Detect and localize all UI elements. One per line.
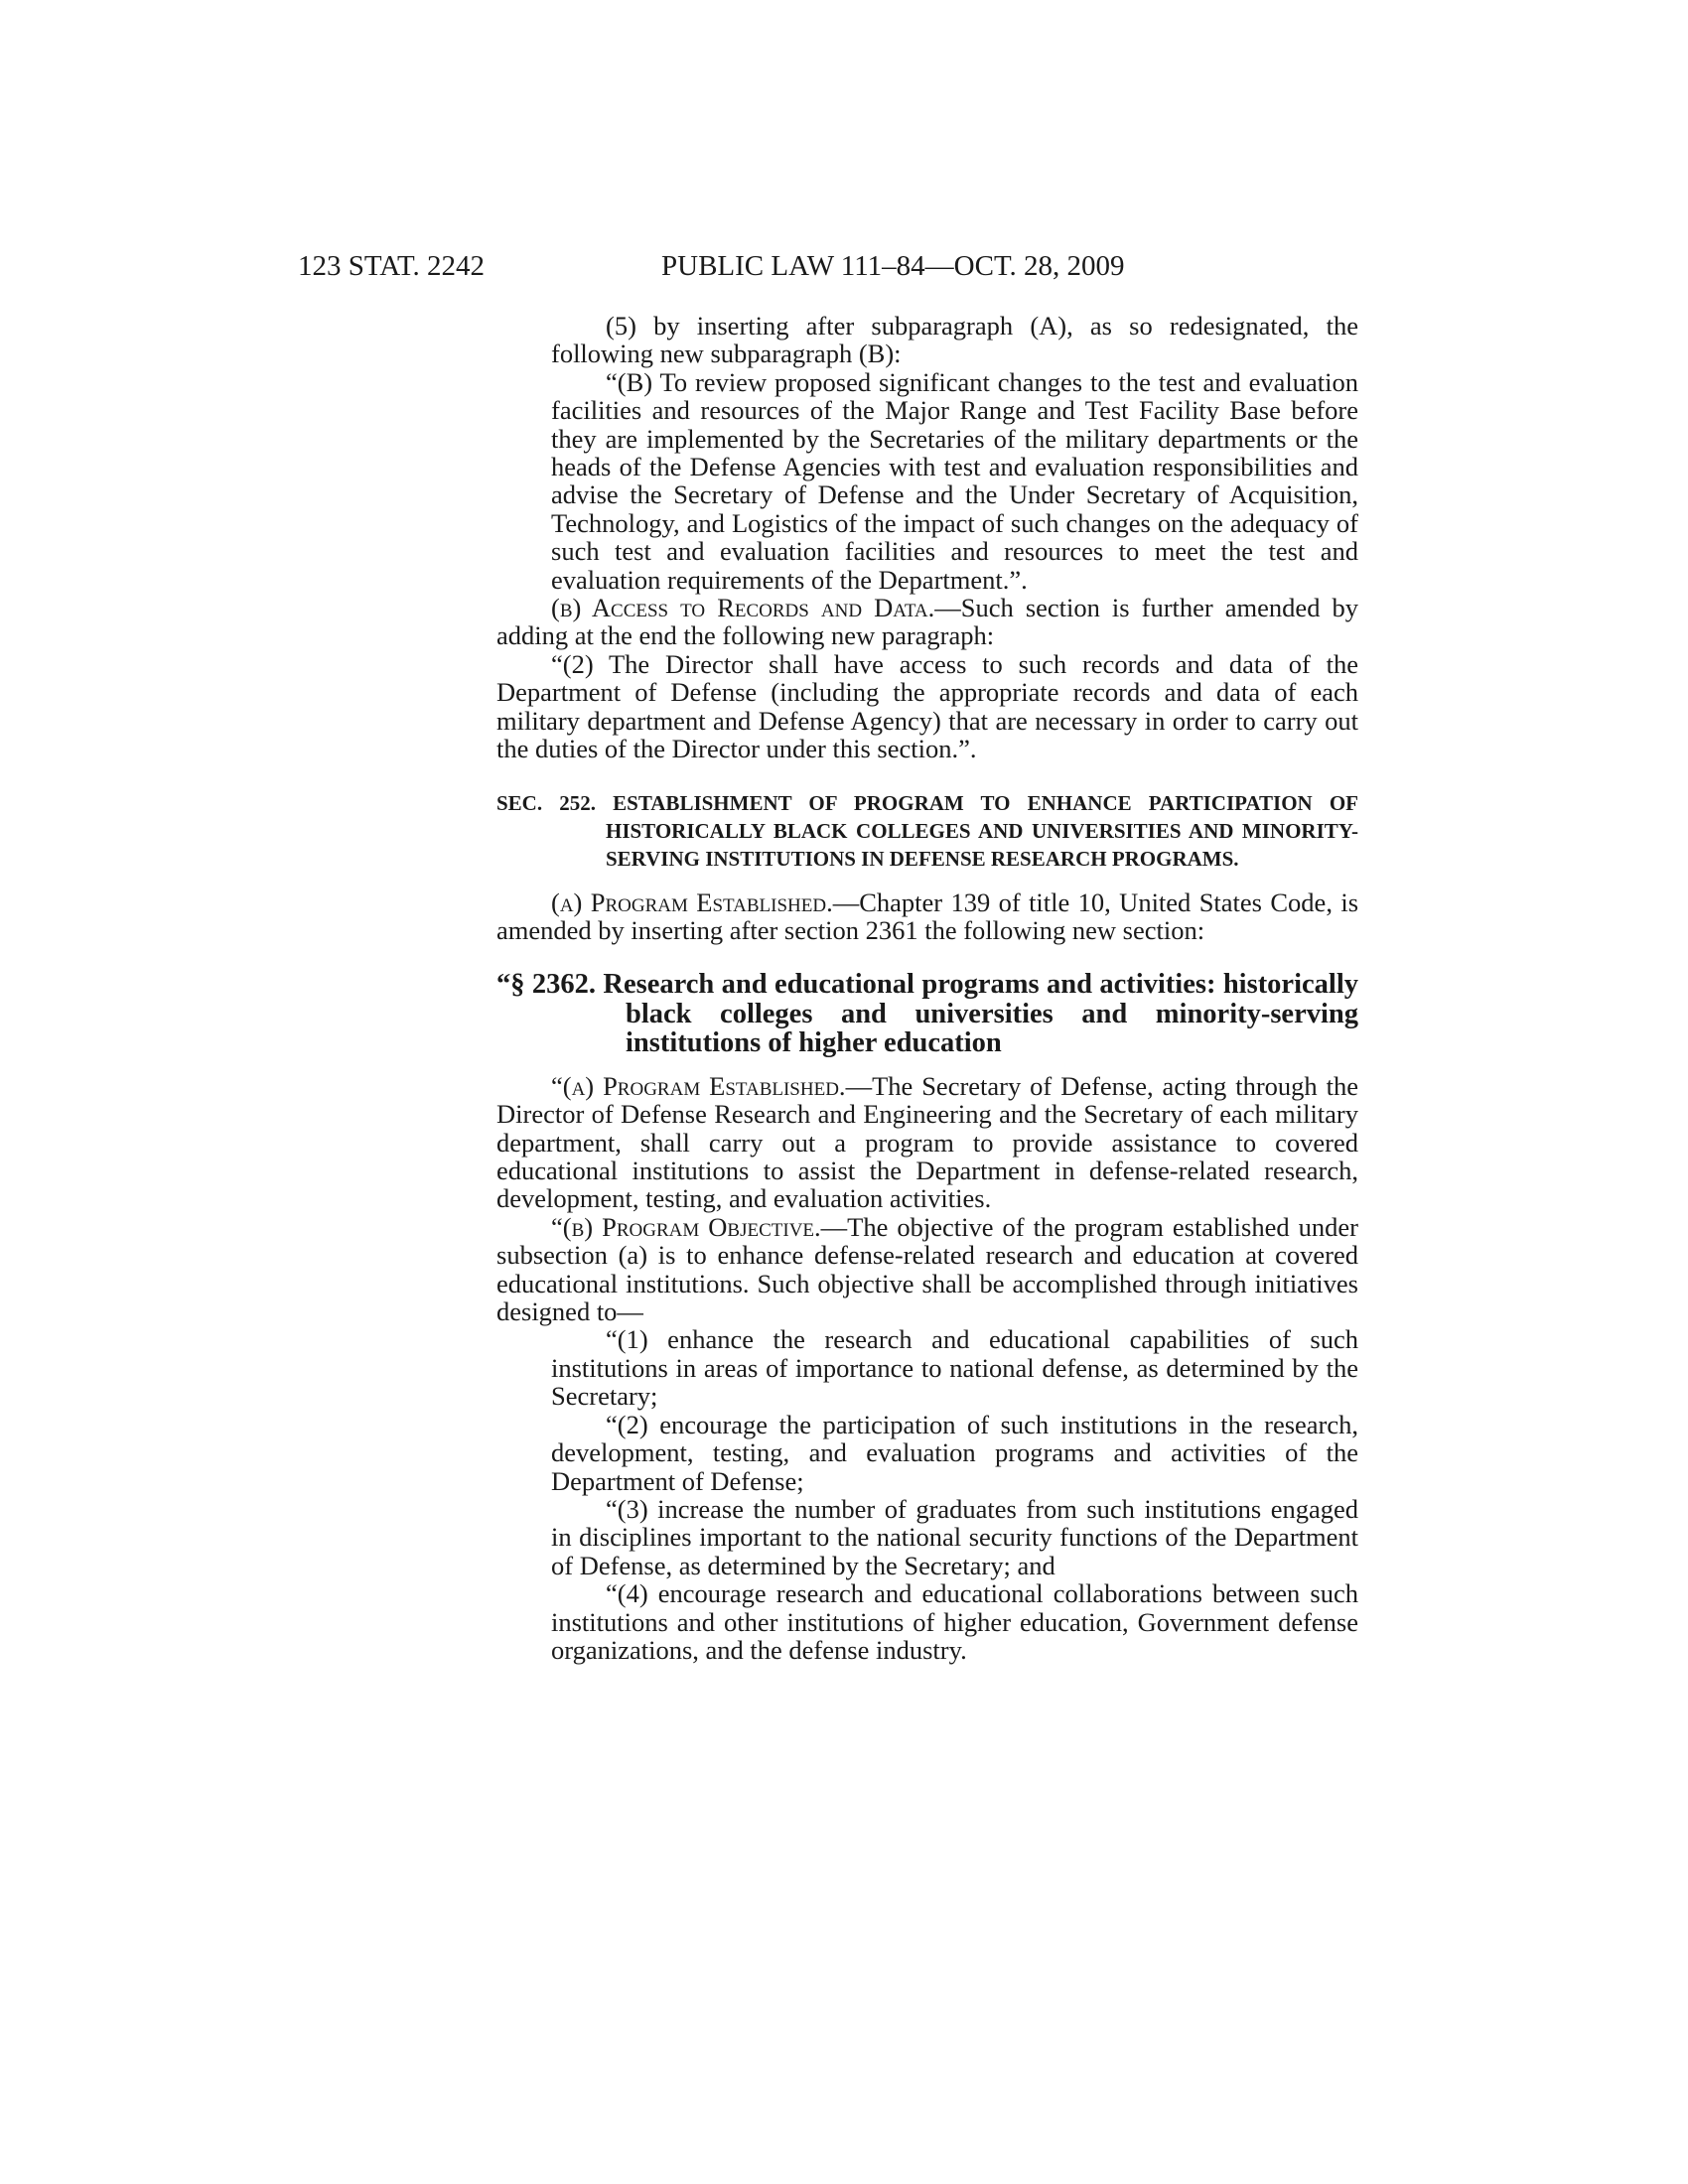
public-law-reference: PUBLIC LAW 111–84—OCT. 28, 2009 <box>661 250 1125 282</box>
section-252-heading: SEC. 252. ESTABLISHMENT OF PROGRAM TO ENHANCE PARTICIPATION OF HISTORICALLY BLACK COLLEGES AND UNIVERSITIES AND MINORITY-SERVING INSTITUTIONS IN DEFENSE RESEARCH PROGRAMS. <box>496 790 1358 871</box>
subsection-heading-2362-b: “(b) Program Objective. <box>551 1211 821 1242</box>
page-header <box>298 246 1360 286</box>
subsection-heading-program-established: (a) Program Established. <box>551 887 833 917</box>
stat-reference: 123 STAT. 2242 <box>298 250 486 282</box>
page-body <box>496 312 1358 1664</box>
paragraph-2362-b <box>496 1213 1358 1326</box>
list-item-1: “(1) enhance the research and educational capabilities of such institutions in areas of importance to national defense, as determined by the Secretary; <box>551 1324 1358 1412</box>
paragraph-subparagraph-b: “(B) To review proposed significant changes to the test and evaluation facilities and resources of the Major Range and Test Facility Base before they are implemented by the Secretaries of the military departments or the heads of the Defense Agencies with test and evaluation responsibilities and advise the Secretary of Defense and the Under Secretary of Acquisition, Technology, and Logistics of the impact of such changes on the adequacy of such test and evaluation facilities and resources to meet the test and evaluation requirements of the Department.”. <box>551 366 1358 595</box>
paragraph-program-established <box>496 888 1358 945</box>
paragraph-2362-a <box>496 1072 1358 1213</box>
subsection-heading-2362-a: “(a) Program Established. <box>551 1070 846 1101</box>
subsection-heading-access-records: (b) Access to Records and Data. <box>551 593 935 623</box>
paragraph-text-program-established: —Chapter 139 of title 10, United States Code, is amended by inserting after section 2361 the following new section: <box>496 887 1359 945</box>
section-2362-heading: “§ 2362. Research and educational programs and activities: historically black colleges and universities and minority-serving institutions of higher education <box>496 969 1358 1059</box>
paragraph-access-to-records <box>496 594 1358 650</box>
paragraph-text-2362-b: —The objective of the program established under subsection (a) is to enhance defense-related research and education at covered educational institutions. Such objective shall be accomplished through initiatives designed to— <box>496 1211 1358 1327</box>
paragraph-text-access-records: —Such section is further amended by adding at the end the following new paragraph: <box>496 593 1358 651</box>
paragraph-director-access: “(2) The Director shall have access to such records and data of the Department of Defense (including the appropriate records and data of each military department and Defense Agency) that are necessary in order to carry out the duties of the Director under this section.”. <box>496 648 1358 764</box>
list-item-3: “(3) increase the number of graduates from such institutions engaged in disciplines important to the national security functions of the Department of Defense, as determined by the Secretary; and <box>551 1493 1358 1580</box>
list-item-4: “(4) encourage research and educational collaborations between such institutions and other institutions of higher education, Government defense organizations, and the defense industry. <box>551 1578 1358 1665</box>
paragraph-text-2362-a: —The Secretary of Defense, acting through the Director of Defense Research and Engineering and the Secretary of each military department, shall carry out a program to provide assistance to covered educational institutions to assist the Department in defense-related research, development, testing, and evaluation activities. <box>496 1070 1358 1214</box>
paragraph-amendment-5: (5) by inserting after subparagraph (A), as so redesignated, the following new subparagraph (B): <box>551 311 1358 369</box>
list-item-2: “(2) encourage the participation of such institutions in the research, development, testing, and evaluation programs and activities of the Department of Defense; <box>551 1409 1358 1496</box>
